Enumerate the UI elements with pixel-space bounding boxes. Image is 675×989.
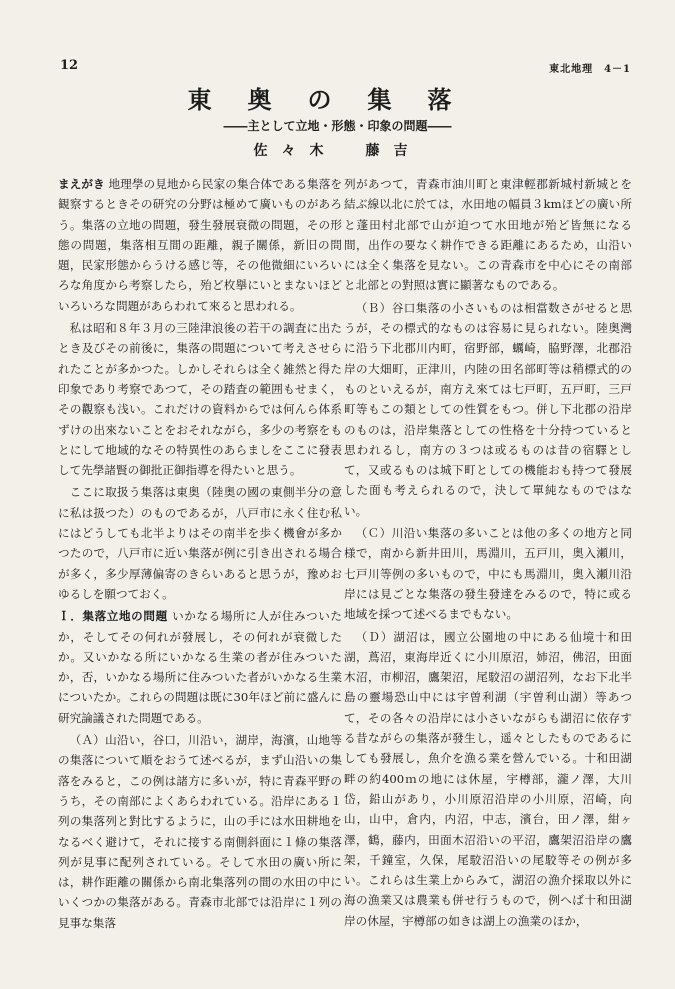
page-number: 12	[60, 58, 79, 73]
article-title: 東奥の集落	[187, 85, 488, 114]
paragraph: （Ｂ）谷口集落の小さいものは相當数さがせると思うが，その標式的なものは容易に見られない。陸奥灣に沿う下北郡川内町，宿野部，蠣崎，脇野澤，北郡沿岸の大畑町，正津川，内陸の田名部町等は稍標式的のものといえるが，南方え來ては七戸町，五戸町，三戸町等もこの類としての性質をもつ。併し下北郡の沿岸のものは，沿岸集落としての性格を十分持つていると思われるし，南方の３つは或るものは昔の宿驛として，又或るものは城下町としての機能おも持つて發展した面も考えられるので，決して單純なものではない。	[344, 300, 632, 518]
left-column	[58, 174, 342, 935]
paragraph: ここに取扱う集落は東奥（陸奥の國の東側半分の意に私は扱つた）のものであるが，八戸市に永く住む私にはどうしても北半よりはその南半を歩く機會が多かつたので，八戸市に近い集落が例に引き出される場合が多く，多少厚薄偏寄のきらいあると思うが，豫めおゆるしを願つておく。	[58, 485, 342, 601]
intro-paragraph	[58, 174, 342, 316]
right-column	[344, 174, 632, 933]
paragraph: （Ｃ）川沿い集落の多いことは他の多くの地方と同様で，南から新井田川，馬淵川，五戸川，奥入瀬川，七戸川等例の多いもので，中にも馬淵川，奥入瀬川沿岸には見ごとな集落の發生發達をみるので，特に或る地域を採つて述べるまでもない。	[344, 526, 632, 622]
journal-header: 東北地理 4－1	[549, 64, 631, 75]
intro-text: 地理學の見地から民家の集合体である集落を観察するときその研究の分野は極めて廣いものがあろう。集落の立地の問題，發生發展衰微の問題，その形態の問題，集落相互間の距離，親子關係，新旧の問題，民家形態からうける感じ等，その他微細にいろいろな角度から考察したら，殆ど枚擧にいとまないほどいろいろな問題があらわれて來ると思われる。	[58, 177, 342, 313]
section-paragraph	[58, 606, 342, 728]
section-text: いかなる場所に人が住みついたか，そしてその何れが發展し，その何れが衰微したか。又いかなる所にいかなる生業の者が住みついたか，否，いかなる場所に住みついた者がいかなる生業についたか。これらの問題は既に30年ほど前に盛んに研究論議された問題である。	[58, 609, 342, 725]
paragraph: 私は昭和８年３月の三陸津浪後の若干の調査に出たとき及びその前後に，集落の問題について考えさせられたことが多かつた。しかしそれらは全く雑然と得た印象であり考察であつて，その踏査の範囲もせまく，その觀察も浅い。これだけの資料からでは何んら体系ずけの出來ないことをおそれながら，多少の考察をもとにして地域的なその特異性のあらましをここに發表して先學諸賢の御批正御指導を得たいと思う。	[58, 321, 342, 478]
intro-label: まえがき	[58, 177, 105, 191]
section-heading: Ｉ．集落立地の問題	[58, 609, 168, 624]
paragraph: （Ｄ）湖沼は，國立公園地の中にある仙境十和田湖，蔦沼，東海岸近くに小川原沼，姉沼，佛沼，田面木沼，市柳沼，鷹架沼，尾駮沼の湖沼列，なお下北半島の靈場恐山中には宇曽利湖（宇曽利山湖）等あつて，その各々の沿岸には小さいながらも湖沼に依存する昔ながらの集落が發生し，遥々としたものであるにしても發展し，魚介を漁る業を營んでいる。十和田湖畔の約400ｍの地には休屋，宇樽部，瀧ノ澤，大川岱，鉛山があり，小川原沼沿岸の小川原，沼崎，向山，山中，倉内，内沼，中志，濱台，田ノ澤，紺ヶ澤，鶴，藤内，田面木沼沿いの平沼，鷹架沼沿岸の鷹架，千鐘室，久保，尾駮沼沿いの尾駮等その例が多い。これらは生業上からみて，湖沼の漁介採取以外に海の漁業又は農業も併せ行うもので，例へば十和田湖岸の休屋，宇樽部の如きは湖上の漁業のほか，	[344, 629, 632, 928]
paragraph: 列があつて，青森市油川町と東津輕郡新城村新城とを結ぶ線以北に於ては，水田地の幅員３kmほどの廣い所と蓬田村北部で山が迫つて水田地が殆ど皆無になる間，出作の要なく耕作できる距離にあるため，山沿いには全く集落を見ない。この青森市を中心にその南部と北部との對照は實に顯著なものである。	[344, 177, 632, 293]
article-author: 佐々木 藤吉	[253, 143, 422, 159]
article-subtitle: ――主として立地・形態・印象の問題――	[223, 119, 452, 133]
paragraph: （Ａ）山沿い，谷口，川沿い，湖岸，海濱，山地等の集落について順をおうて述べるが，まず山沿いの集落をみると，この例は諸方に多いが，特に青森平野のうち，その南部によくあらわれている。沿岸にある１列の集落列と對比するように，山の手には水田耕地をなるべく避けて，それに接する南側斜面に１條の集落列が見事に配列されている。そして水田の廣い所には，耕作距離の關係から南北集落列の間の水田の中にいくつかの集落がある。青森市北部では沿岸に１列の見事な集落	[58, 733, 342, 930]
